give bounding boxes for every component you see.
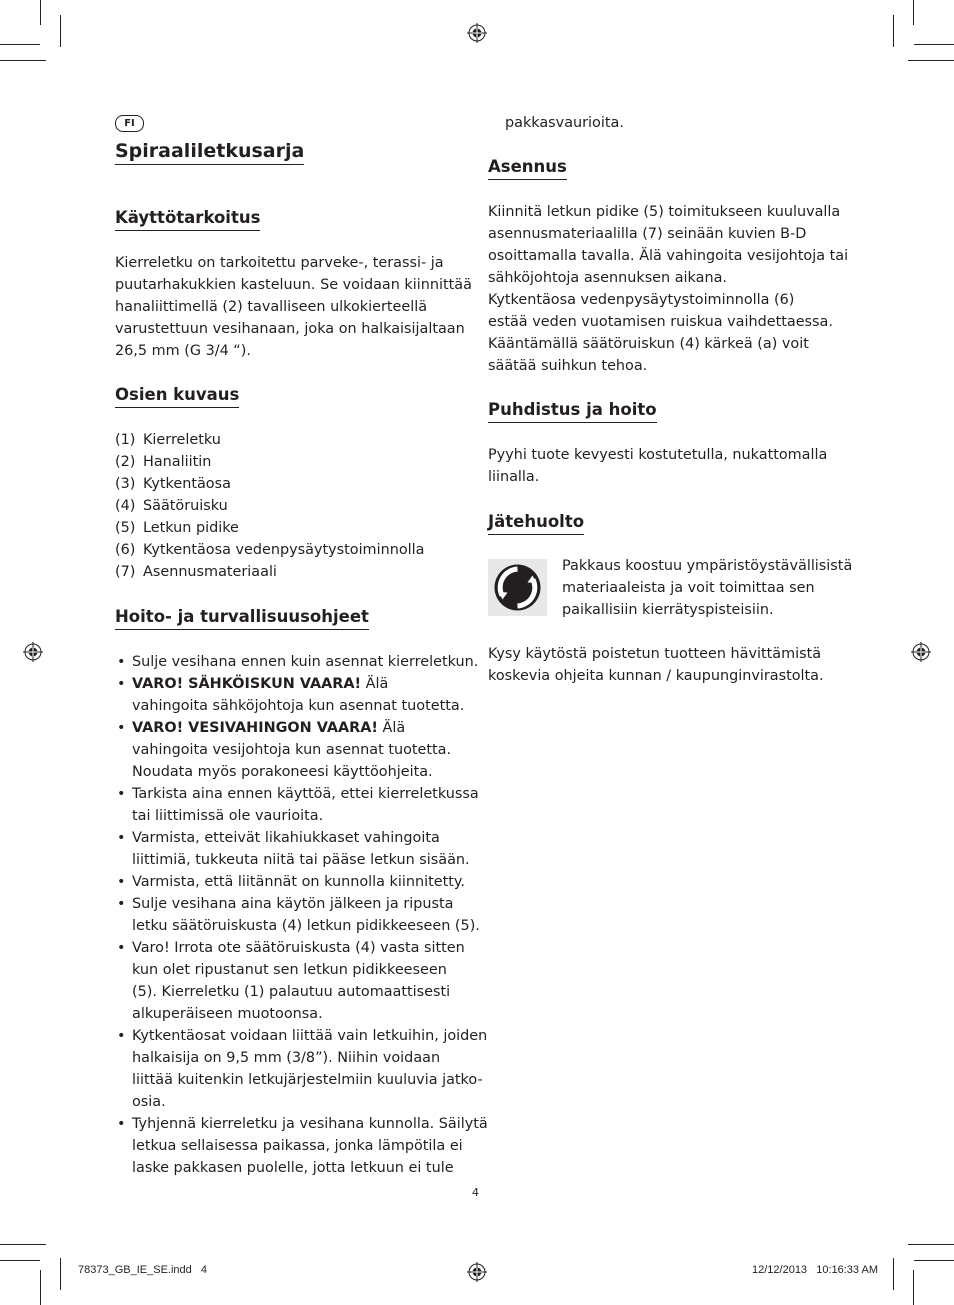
text-line: tai liittimissä ole vaurioita. [132,808,324,824]
crop-mark [60,1258,61,1290]
text-line: Kytkentäosa vedenpysäytystoiminnolla (6) [488,292,795,308]
heading-hoito-turvallisuus: Hoito- ja turvallisuusohjeet [115,606,369,630]
page-number: 4 [472,1186,479,1199]
registration-mark-icon [467,1262,487,1282]
part-label: Säätöruisku [143,498,228,514]
part-number: (5) [115,520,136,536]
safety-bullet-list [115,651,488,1179]
slug-filename: 78373_GB_IE_SE.indd 4 [78,1264,208,1276]
text-line: letku säätöruiskusta (4) letkun pidikkeeseen (5). [132,918,480,934]
list-item [115,517,424,539]
text-line: liittää kuitenkin letkujärjestelmiin kuuluvia jatko- [132,1072,483,1088]
crop-mark [0,1244,46,1245]
text-line: • Sulje vesihana aina käytön jälkeen ja ripusta [132,896,454,912]
continuation-text: pakkasvaurioita. [505,115,624,131]
registration-mark-icon [23,642,43,662]
part-label: Hanaliitin [143,454,212,470]
list-item [115,451,424,473]
text-line: Noudata myös porakoneesi käyttöohjeita. [132,764,433,780]
text-line: liittimiä, tukkeuta niitä tai pääse letkun sisään. [132,852,470,868]
paragraph-asennus [488,201,848,377]
crop-mark [0,44,40,45]
text-line: (5). Kierreletku (1) palautuu automaattisesti [132,984,451,1000]
part-number: (3) [115,476,136,492]
bullet-item [115,937,470,1025]
paragraph-puhdistus [488,444,827,488]
text-line: • Varmista, etteivät likahiukkaset vahingoita [132,830,440,846]
text-line [132,673,470,695]
heading-kayttotarkoitus: Käyttötarkoitus [115,207,260,231]
text-line: alkuperäiseen muotoonsa. [132,1006,323,1022]
list-item [115,495,424,517]
text-line: • Kytkentäosat voidaan liittää vain letkuihin, joiden [132,1028,488,1044]
bullet-item [115,1113,488,1179]
crop-mark [908,1244,954,1245]
page-title: Spiraaliletkusarja [115,139,304,165]
parts-list [115,429,424,583]
heading-asennus: Asennus [488,156,567,180]
text-line: asennusmateriaalilla (7) seinään kuvien B-D [488,226,807,242]
crop-mark [913,1270,914,1305]
warning-text: VARO! VESIVAHINGON VAARA! [132,720,378,736]
text-line: letkua sellaisessa paikassa, jonka lämpötila ei [132,1138,463,1154]
text-line: • Varmista, että liitännät on kunnolla kiinnitetty. [132,874,465,890]
text-line: vahingoita vesijohtoja kun asennat tuotetta. [132,742,452,758]
part-number: (2) [115,454,136,470]
text-line [132,717,470,739]
text-line: materiaaleista ja voit toimittaa sen [562,580,815,596]
crop-mark [40,0,41,25]
text-line: varustettuun vesihanaan, joka on halkaisijaltaan [115,321,465,337]
heading-jatehuolto: Jätehuolto [488,511,584,535]
crop-mark [914,1260,954,1261]
crop-mark [893,15,894,47]
text-line: koskevia ohjeita kunnan / kaupunginvirastolta. [488,668,824,684]
text-line: Pyyhi tuote kevyesti kostutetulla, nukattomalla [488,447,828,463]
bullet-item [115,893,480,937]
part-label: Kytkentäosa vedenpysäytystoiminnolla [143,542,425,558]
text-line: paikallisiin kierrätyspisteisiin. [562,602,774,618]
crop-mark [908,60,954,61]
text-line: laske pakkasen puolelle, jotta letkuun ei tule [132,1160,454,1176]
text-fragment: Älä [377,720,406,736]
text-line: • Tarkista aina ennen käyttöä, ettei kierreletkussa [132,786,479,802]
part-label: Letkun pidike [143,520,239,536]
paragraph-kayttotarkoitus [115,252,472,362]
text-line: • Tyhjennä kierreletku ja vesihana kunnolla. Säilytä [132,1116,488,1132]
text-line: puutarhakukkien kasteluun. Se voidaan kiinnittää [115,277,472,293]
text-line: sähköjohtoja asennuksen aikana. [488,270,727,286]
text-line: halkaisija on 9,5 mm (3/8”). Niihin voidaan [132,1050,441,1066]
language-badge: FI [115,115,144,132]
green-dot-icon [488,559,547,616]
part-label: Asennusmateriaali [143,564,277,580]
bullet-item [115,673,470,717]
text-line: vahingoita sähköjohtoja kun asennat tuotetta. [132,698,465,714]
bullet-item [115,871,470,893]
registration-mark-icon [911,642,931,662]
crop-mark [914,44,954,45]
paragraph-packaging [562,555,852,621]
text-line: 26,5 mm (G 3/4 “). [115,343,251,359]
crop-mark [60,15,61,47]
paragraph-disposal [488,643,824,687]
part-number: (1) [115,432,136,448]
text-fragment: Älä [361,676,389,692]
part-label: Kytkentäosa [143,476,231,492]
text-line: osia. [132,1094,166,1110]
recycling-icon [488,559,547,616]
text-line: • Sulje vesihana ennen kuin asennat kierreletkun. [132,654,479,670]
text-line: kun olet ripustanut sen letkun pidikkeeseen [132,962,447,978]
text-line: Pakkaus koostuu ympäristöystävällisistä [562,558,853,574]
registration-mark-icon [467,23,487,43]
heading-puhdistus: Puhdistus ja hoito [488,399,657,423]
text-line: Kysy käytöstä poistetun tuotteen hävittämistä [488,646,822,662]
heading-osien-kuvaus: Osien kuvaus [115,384,239,408]
crop-mark [0,60,46,61]
text-line: osoittamalla tavalla. Älä vahingoita vesijohtoja tai [488,248,849,264]
bullet-item [115,651,479,673]
list-item [115,561,424,583]
text-line: estää veden vuotamisen ruiskua vaihdettaessa. [488,314,833,330]
text-line: • Varo! Irrota ote säätöruiskusta (4) vasta sitten [132,940,465,956]
part-label: Kierreletku [143,432,221,448]
text-line: Kääntämällä säätöruiskun (4) kärkeä (a) voit [488,336,809,352]
crop-mark [893,1258,894,1290]
bullet-item [115,1025,488,1113]
bullet-item [115,717,470,783]
crop-mark [40,1270,41,1305]
crop-mark [0,1260,40,1261]
text-line: hanaliittimellä (2) tavalliseen ulkokierteellä [115,299,428,315]
text-line: Kierreletku on tarkoitettu parveke-, terassi- ja [115,255,444,271]
crop-mark [913,0,914,25]
text-line: säätää suihkun tehoa. [488,358,648,374]
list-item [115,473,424,495]
part-number: (7) [115,564,136,580]
text-line: Kiinnitä letkun pidike (5) toimitukseen kuuluvalla [488,204,841,220]
warning-text: VARO! SÄHKÖISKUN VAARA! [132,676,362,692]
bullet-item [115,827,470,871]
part-number: (4) [115,498,136,514]
part-number: (6) [115,542,136,558]
text-line: liinalla. [488,469,540,485]
list-item [115,539,424,561]
bullet-item [115,783,479,827]
slug-timestamp: 12/12/2013 10:16:33 AM [752,1264,878,1276]
list-item [115,429,424,451]
